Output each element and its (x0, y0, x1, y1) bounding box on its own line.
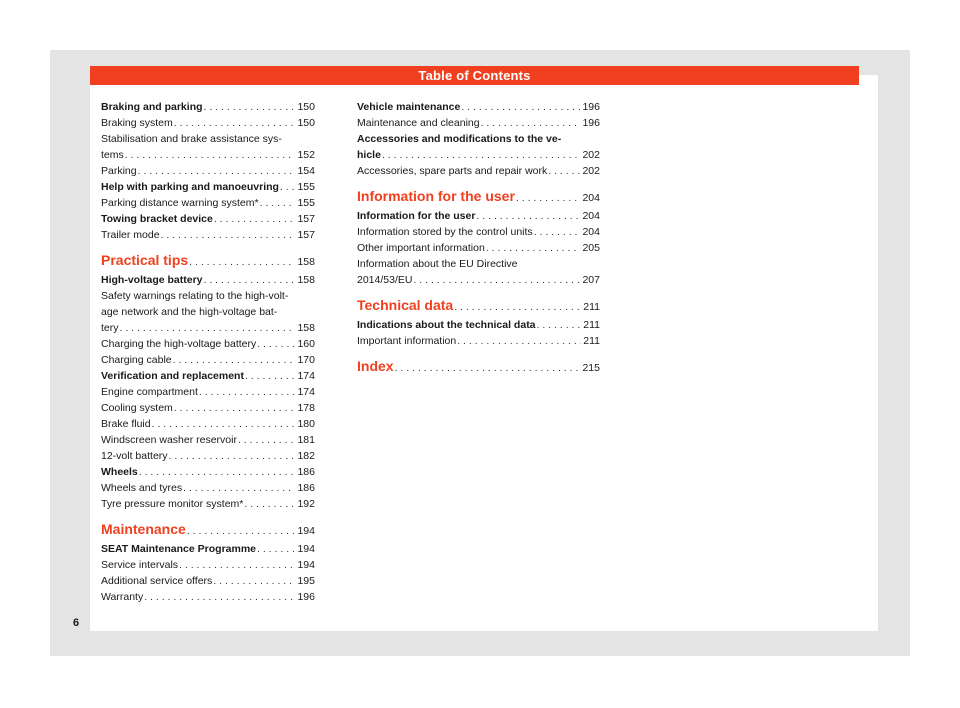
toc-page-number: 194 (297, 543, 315, 555)
toc-entry-title-line: Information about the EU Directive (357, 258, 518, 270)
toc-page-number: 194 (297, 559, 315, 571)
toc-entry-title: Information for the user (357, 188, 515, 204)
toc-leader-dots (382, 147, 581, 163)
toc-entry-title: Wheels (101, 466, 138, 478)
toc-entry-title: Braking and parking (101, 101, 203, 113)
toc-leader-dots (189, 253, 295, 271)
toc-leader-dots (125, 147, 296, 163)
toc-entry-title: Other important information (357, 242, 485, 254)
toc-entry-stabilisation-and-brake-assistance-sys-tems[interactable] (101, 131, 315, 163)
toc-page-number: 211 (583, 319, 600, 331)
toc-leader-dots (174, 115, 296, 131)
toc-entry-charging-cable[interactable] (101, 352, 315, 368)
toc-entry-title: Cooling system (101, 402, 173, 414)
toc-page-number: 215 (582, 362, 600, 374)
toc-leader-dots (120, 320, 296, 336)
toc-entry-title: Parking distance warning system* (101, 197, 259, 209)
toc-entry-title: Parking (101, 165, 137, 177)
toc-entry-vehicle-maintenance[interactable] (357, 99, 600, 115)
toc-entry-other-important-information[interactable] (357, 240, 600, 256)
toc-page-number: 155 (297, 197, 315, 209)
toc-page-number: 207 (582, 274, 600, 286)
toc-entry-title: Towing bracket device (101, 213, 213, 225)
toc-entry-wheels[interactable] (101, 464, 315, 480)
toc-entry-title: Charging the high-voltage battery (101, 338, 257, 350)
toc-entry-brake-fluid[interactable] (101, 416, 315, 432)
toc-entry-title: Maintenance and cleaning (357, 117, 480, 129)
toc-entry-title: 12-volt battery (101, 450, 168, 462)
toc-page-number: 196 (582, 101, 600, 113)
toc-page-number: 192 (297, 498, 315, 510)
toc-page-number: 204 (582, 226, 600, 238)
toc-entry-title: Practical tips (101, 252, 189, 268)
toc-page-number: 160 (297, 338, 315, 350)
toc-leader-dots (486, 240, 581, 256)
toc-entry-windscreen-washer-reservoir[interactable] (101, 432, 315, 448)
toc-entry-title: tery (101, 322, 119, 334)
toc-leader-dots (481, 115, 581, 131)
toc-entry-service-intervals[interactable] (101, 557, 315, 573)
toc-leader-dots (395, 359, 581, 377)
toc-entry-title: Tyre pressure monitor system* (101, 498, 244, 510)
toc-leader-dots (173, 352, 296, 368)
toc-page-number: 158 (297, 256, 315, 268)
toc-entry-title-line: Accessories and modifications to the ve- (357, 133, 562, 145)
toc-entry-verification-and-replacement[interactable] (101, 368, 315, 384)
toc-page-number: 170 (297, 354, 315, 366)
toc-entry-information-about-the-eu-directive-2014-53-eu[interactable] (357, 256, 600, 288)
toc-page-number: 178 (297, 402, 315, 414)
toc-entry-title: 2014/53/EU (357, 274, 413, 286)
toc-leader-dots (537, 317, 582, 333)
toc-right-column (357, 99, 600, 378)
toc-page-number: 186 (297, 466, 315, 478)
toc-page-number: 196 (297, 591, 315, 603)
toc-entry-title: SEAT Maintenance Programme (101, 543, 257, 555)
toc-leader-dots (187, 522, 296, 540)
toc-leader-dots (257, 336, 295, 352)
toc-leader-dots (260, 195, 296, 211)
toc-page-number: 211 (583, 301, 600, 313)
toc-entry-accessories-and-modifications-to-the-ve-hicle[interactable] (357, 131, 600, 163)
toc-left-column (101, 99, 315, 605)
toc-page-number: 202 (582, 165, 600, 177)
toc-leader-dots (204, 272, 296, 288)
toc-leader-dots (457, 333, 581, 349)
toc-page-number: 205 (582, 242, 600, 254)
toc-page-number: 194 (297, 525, 315, 537)
toc-entry-safety-warnings-relating-to-the-high-volt-tery[interactable] (101, 288, 315, 336)
toc-entry-title: Accessories, spare parts and repair work (357, 165, 548, 177)
toc-leader-dots (169, 448, 296, 464)
toc-page-number: 155 (297, 181, 315, 193)
toc-page-number: 196 (582, 117, 600, 129)
toc-entry-title-line: Stabilisation and brake assistance sys- (101, 133, 282, 145)
toc-entry-braking-system[interactable] (101, 115, 315, 131)
toc-leader-dots (548, 163, 580, 179)
page-number: 6 (73, 617, 80, 629)
toc-entry-title: Help with parking and manoeuvring (101, 181, 279, 193)
toc-entry-title: Additional service offers (101, 575, 213, 587)
toc-entry-tyre-pressure-monitor-system[interactable] (101, 496, 315, 512)
toc-entry-information-for-the-user[interactable] (357, 208, 600, 224)
toc-entry-parking-distance-warning-system[interactable] (101, 195, 315, 211)
toc-entry-title: hicle (357, 149, 381, 161)
toc-page-number: 150 (297, 117, 315, 129)
toc-entry-title: Important information (357, 335, 457, 347)
toc-entry-title: Charging cable (101, 354, 172, 366)
toc-page-number: 186 (297, 482, 315, 494)
toc-page-number: 202 (582, 149, 600, 161)
toc-page-number: 158 (297, 274, 315, 286)
toc-entry-last-line[interactable] (357, 147, 600, 163)
toc-leader-dots (214, 211, 296, 227)
toc-leader-dots (199, 384, 296, 400)
toc-leader-dots (280, 179, 296, 195)
toc-entry-12-volt-battery[interactable] (101, 448, 315, 464)
toc-page-number: 204 (582, 210, 600, 222)
toc-chapter-index[interactable] (357, 357, 600, 377)
toc-page-number: 204 (582, 192, 600, 204)
toc-page-number: 174 (297, 370, 315, 382)
toc-chapter-maintenance[interactable] (101, 520, 315, 540)
toc-entry-title: Braking system (101, 117, 173, 129)
toc-leader-dots (161, 227, 296, 243)
toc-entry-information-stored-by-the-control-units[interactable] (357, 224, 600, 240)
toc-page-number: 211 (583, 335, 600, 347)
toc-leader-dots (413, 272, 580, 288)
toc-leader-dots (238, 432, 296, 448)
toc-entry-title-line: age network and the high-voltage bat- (101, 306, 278, 318)
toc-entry-maintenance-and-cleaning[interactable] (357, 115, 600, 131)
toc-entry-title: High-voltage battery (101, 274, 203, 286)
toc-leader-dots (245, 368, 296, 384)
toc-leader-dots (516, 189, 581, 207)
toc-entry-title: Information stored by the control units (357, 226, 533, 238)
toc-entry-last-line[interactable] (101, 320, 315, 336)
toc-entry-charging-the-high-voltage-battery[interactable] (101, 336, 315, 352)
toc-entry-title: Windscreen washer reservoir (101, 434, 237, 446)
toc-entry-title: tems (101, 149, 124, 161)
toc-entry-towing-bracket-device[interactable] (101, 211, 315, 227)
toc-leader-dots (534, 224, 581, 240)
toc-entry-title: Trailer mode (101, 229, 160, 241)
toc-page-number: 182 (297, 450, 315, 462)
toc-entry-trailer-mode[interactable] (101, 227, 315, 243)
toc-entry-title: Verification and replacement (101, 370, 244, 382)
toc-entry-cooling-system[interactable] (101, 400, 315, 416)
toc-page-number: 157 (297, 229, 315, 241)
toc-entry-engine-compartment[interactable] (101, 384, 315, 400)
toc-entry-high-voltage-battery[interactable] (101, 272, 315, 288)
toc-leader-dots (213, 573, 295, 589)
toc-entry-additional-service-offers[interactable] (101, 573, 315, 589)
toc-page-number: 154 (297, 165, 315, 177)
toc-chapter-practical-tips[interactable] (101, 251, 315, 271)
toc-entry-title: Index (357, 358, 394, 374)
toc-entry-title: Vehicle maintenance (357, 101, 461, 113)
toc-title-banner: Table of Contents (90, 66, 859, 85)
toc-leader-dots (138, 163, 296, 179)
toc-entry-last-line[interactable] (357, 272, 600, 288)
toc-chapter-technical-data[interactable] (357, 296, 600, 316)
toc-entry-seat-maintenance-programme[interactable] (101, 541, 315, 557)
toc-entry-title: Maintenance (101, 521, 186, 537)
toc-page-number: 174 (297, 386, 315, 398)
toc-leader-dots (179, 557, 295, 573)
toc-page-number: 158 (297, 322, 315, 334)
toc-entry-title: Information for the user (357, 210, 476, 222)
toc-entry-title: Engine compartment (101, 386, 198, 398)
toc-page-number: 150 (297, 101, 315, 113)
toc-leader-dots (454, 298, 581, 316)
toc-entry-title: Warranty (101, 591, 144, 603)
toc-entry-important-information[interactable] (357, 333, 600, 349)
toc-page-number: 157 (297, 213, 315, 225)
toc-entry-title: Service intervals (101, 559, 179, 571)
toc-entry-title: Wheels and tyres (101, 482, 183, 494)
toc-chapter-information-for-the-user[interactable] (357, 187, 600, 207)
toc-leader-dots (244, 496, 295, 512)
toc-entry-last-line[interactable] (101, 147, 315, 163)
toc-entry-help-with-parking-and-manoeuvring[interactable] (101, 179, 315, 195)
toc-leader-dots (204, 99, 296, 115)
toc-leader-dots (476, 208, 580, 224)
toc-entry-title: Brake fluid (101, 418, 151, 430)
toc-entry-indications-about-the-technical-data[interactable] (357, 317, 600, 333)
toc-entry-wheels-and-tyres[interactable] (101, 480, 315, 496)
toc-leader-dots (461, 99, 580, 115)
toc-entry-title: Technical data (357, 297, 454, 313)
toc-entry-accessories-spare-parts-and-repair-work[interactable] (357, 163, 600, 179)
toc-leader-dots (152, 416, 296, 432)
toc-leader-dots (183, 480, 295, 496)
toc-leader-dots (144, 589, 295, 605)
toc-entry-braking-and-parking[interactable] (101, 99, 315, 115)
toc-leader-dots (139, 464, 296, 480)
toc-entry-title: Indications about the technical data (357, 319, 536, 331)
toc-leader-dots (257, 541, 295, 557)
toc-page-number: 180 (297, 418, 315, 430)
toc-page-number: 152 (297, 149, 315, 161)
toc-entry-title-line: Safety warnings relating to the high-volt- (101, 290, 289, 302)
toc-entry-warranty[interactable] (101, 589, 315, 605)
toc-entry-parking[interactable] (101, 163, 315, 179)
toc-leader-dots (174, 400, 296, 416)
toc-page-number: 181 (297, 434, 315, 446)
toc-page-number: 195 (297, 575, 315, 587)
